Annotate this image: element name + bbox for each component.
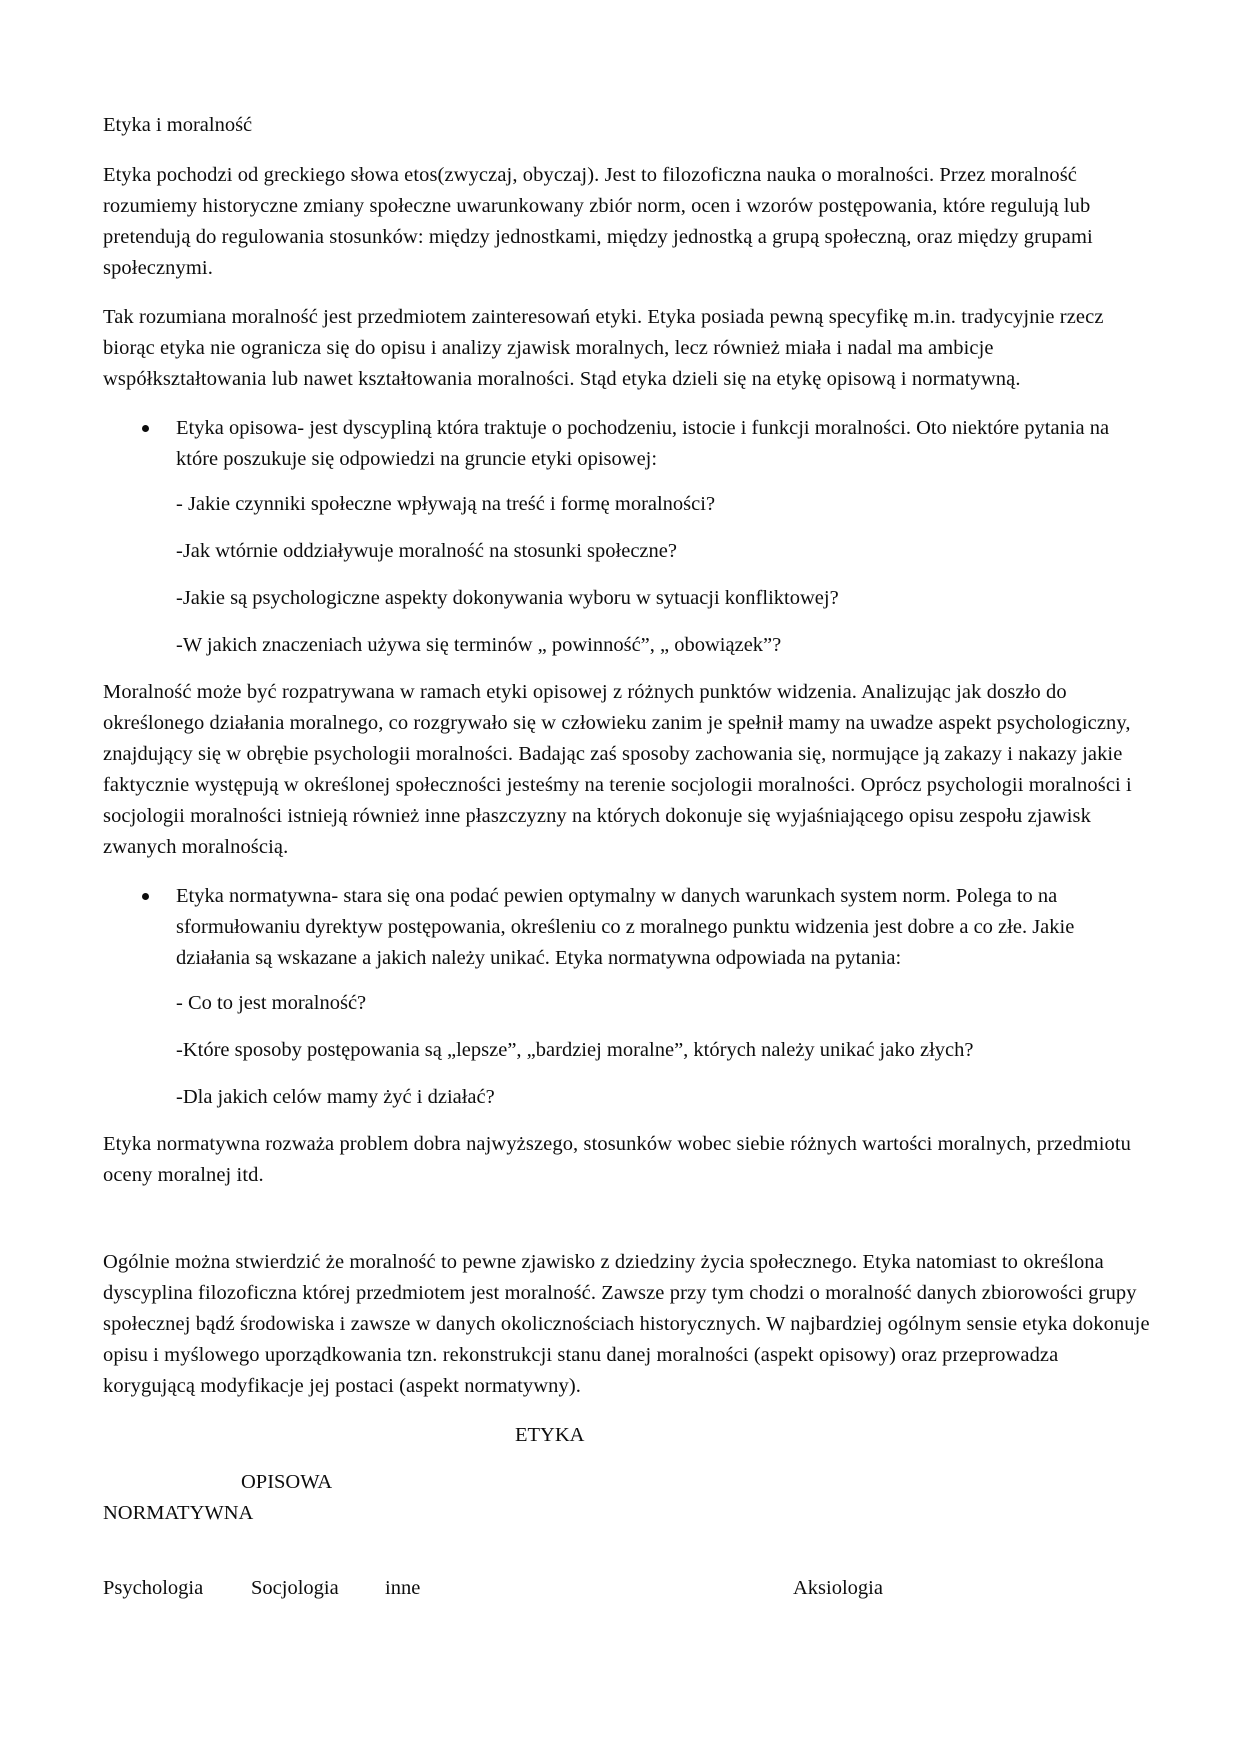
diagram-leaf-aksiologia: Aksiologia xyxy=(793,1577,883,1599)
diagram-leaf-socjologia: Socjologia xyxy=(251,1577,339,1599)
diagram-node-opisowa: OPISOWA xyxy=(241,1471,333,1493)
bullet-dot-icon xyxy=(142,893,149,900)
question-item: -Jak wtórnie oddziaływuje moralność na stosunki społeczne? xyxy=(176,540,677,562)
list-item xyxy=(103,881,1151,974)
list-item-text: Etyka opisowa- jest dyscypliną która traktuje o pochodzeniu, istocie i funkcji moralności. Oto niektóre pytania na które poszukuje się odpowiedzi na gruncie etyki opisowej: xyxy=(176,417,1110,470)
document-body xyxy=(103,110,1151,1613)
diagram-row-normatywna xyxy=(103,1498,1151,1529)
paragraph-2: Tak rozumiana moralność jest przedmiotem zainteresowań etyki. Etyka posiada pewną specyfikę m.in. tradycyjnie rzecz biorąc etyka nie ogranicza się do opisu i analizy zjawisk moralnych, lecz również miała i nadal ma ambicje współkształtowania lub nawet kształtowania moralności. Stąd etyka dzieli się na etykę opisową i normatywną. xyxy=(103,306,1104,390)
section-spacer xyxy=(103,1209,1151,1247)
paragraph-4: Etyka normatywna rozważa problem dobra najwyższego, stosunków wobec siebie różnych wartości moralnych, przedmiotu oceny moralnej itd. xyxy=(103,1133,1132,1186)
diagram-row-leaves xyxy=(103,1573,1151,1613)
diagram-node-etyka: ETYKA xyxy=(515,1424,585,1446)
question-item: - Co to jest moralność? xyxy=(176,992,367,1014)
diagram-node-normatywna: NORMATYWNA xyxy=(103,1502,254,1524)
etyka-diagram xyxy=(103,1420,1151,1613)
diagram-row-opisowa xyxy=(103,1467,1151,1498)
question-item: -W jakich znaczeniach używa się terminów „ powinność”, „ obowiązek”? xyxy=(176,634,782,656)
diagram-row-root xyxy=(103,1420,1151,1451)
paragraph-3: Moralność może być rozpatrywana w ramach etyki opisowej z różnych punktów widzenia. Analizując jak doszło do określonego działania moralnego, co rozgrywało się w człowieku zanim je spełnił mamy na uwadze aspekt psychologiczny, znajdujący się w obrębie psychologii moralności. Badając zaś sposoby zachowania się, normujące ją zakazy i nakazy jakie faktycznie występują w określonej społeczności jesteśmy na terenie socjologii moralności. Oprócz psychologii moralności i socjologii moralności istnieją również inne płaszczyzny na których dokonuje się wyjaśniającego opisu zespołu zjawisk zwanych moralnością. xyxy=(103,681,1132,858)
question-item: -Jakie są psychologiczne aspekty dokonywania wyboru w sytuacji konfliktowej? xyxy=(176,587,839,609)
bullet-list-opisowa xyxy=(103,413,1151,475)
diagram-spacer xyxy=(103,1451,1151,1467)
diagram-leaf-psychologia: Psychologia xyxy=(103,1577,204,1599)
paragraph-5: Ogólnie można stwierdzić że moralność to pewne zjawisko z dziedziny życia społecznego. Etyka natomiast to określona dyscyplina filozoficzna której przedmiotem jest moralność. Zawsze przy tym chodzi o moralność danych zbiorowości grupy społecznej bądź środowiska i zawsze w danych okolicznościach historycznych. W najbardziej ogólnym sensie etyka dokonuje opisu i myślowego uporządkowania tzn. rekonstrukcji stanu danej moralności (aspekt opisowy) oraz przeprowadza korygującą modyfikacje jej postaci (aspekt normatywny). xyxy=(103,1251,1150,1397)
question-item: -Dla jakich celów mamy żyć i działać? xyxy=(176,1086,495,1108)
bullet-list-normatywna xyxy=(103,881,1151,974)
list-item-text: Etyka normatywna- stara się ona podać pewien optymalny w danych warunkach system norm. Polega to na sformułowaniu dyrektyw postępowania, określeniu co z moralnego punktu widzenia jest dobre a co złe. Jakie działania są wskazane a jakich należy unikać. Etyka normatywna odpowiada na pytania: xyxy=(176,885,1075,969)
bullet-dot-icon xyxy=(142,425,149,432)
list-item xyxy=(103,413,1151,475)
paragraph-1: Etyka pochodzi od greckiego słowa etos(zwyczaj, obyczaj). Jest to filozoficzna nauka o moralności. Przez moralność rozumiemy historyczne zmiany społeczne uwarunkowany zbiór norm, ocen i wzorów postępowania, które regulują lub pretendują do regulowania stosunków: między jednostkami, między jednostką a grupą społeczną, oraz między grupami społecznymi. xyxy=(103,164,1093,279)
question-item: -Które sposoby postępowania są „lepsze”, „bardziej moralne”, których należy unikać jako złych? xyxy=(176,1039,974,1061)
question-item: - Jakie czynniki społeczne wpływają na treść i formę moralności? xyxy=(176,493,716,515)
page-title: Etyka i moralność xyxy=(103,114,253,136)
diagram-leaf-inne: inne xyxy=(385,1577,421,1599)
